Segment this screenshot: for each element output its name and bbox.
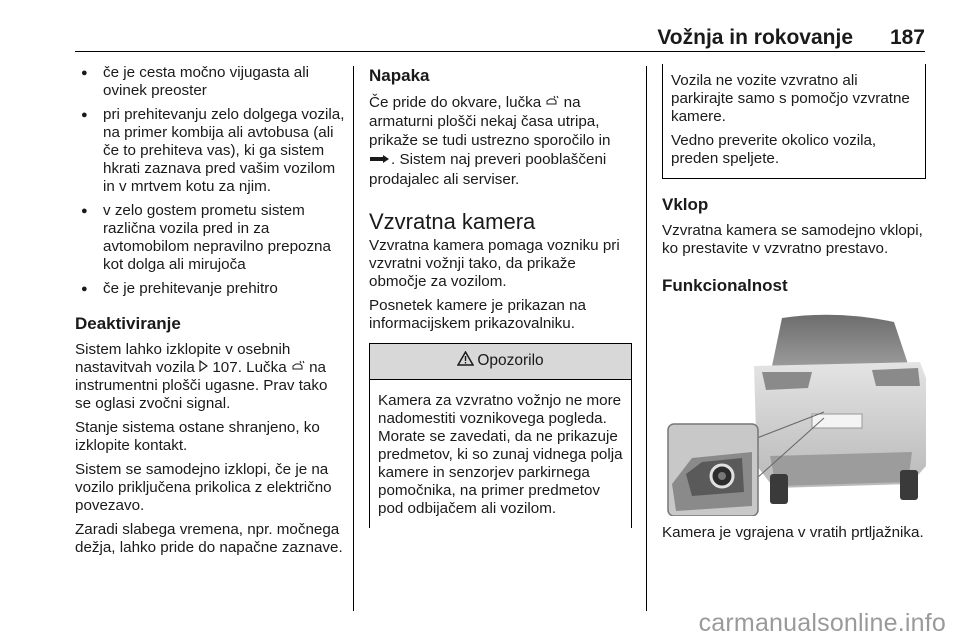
bullet-item: ● če je prehitevanje prehitro (75, 280, 345, 298)
warning-box (369, 343, 632, 528)
warning-text: Vozila ne vozite vzvratno ali parkirajte samo s pomočjo vzvratne kamere. (671, 72, 910, 125)
paragraph: Sistem se samodejno izklopi, če je na vozilo priključena prikolica z električno povezavo. (75, 461, 332, 515)
service-wrench-icon (369, 151, 391, 170)
column-middle (369, 64, 632, 528)
paragraph: Zaradi slabega vremena, npr. močnega dežja, lahko pride do napačne zaznave. (75, 521, 343, 557)
watermark: carmanualsonline.info (698, 609, 946, 637)
warning-body (370, 380, 631, 528)
section-title: Vožnja in rokovanje (657, 26, 853, 49)
illustration-caption: Kamera je vgrajena v vratih prtljažnika. (662, 524, 924, 541)
warning-header (370, 344, 631, 380)
vklop-heading: Vklop (662, 195, 709, 214)
bullet-item: ● če je cesta močno vijugasta ali ovinek preoster (75, 64, 345, 100)
vklop-paragraph: Vzvratna kamera se samodejno vklopi, ko prestavite v vzvratno prestavo. (662, 222, 923, 257)
fault-heading: Napaka (369, 66, 430, 85)
page-number: 187 (889, 26, 925, 49)
rear-camera-illustration (662, 306, 926, 516)
fault-paragraph: Če pride do okvare, lučka na armaturni plošči nekaj časa utripa, prikaže se tudi ustrezno sporočilo in . Sistem naj preveri pooblaščeni prodajalec ali serviser. (369, 94, 611, 188)
deactivate-heading: Deaktiviranje (75, 314, 181, 333)
warning-box-continued (662, 64, 926, 179)
warning-text: Kamera za vzvratno vožnjo ne more nadomestiti voznikovega pogleda. Morate se zavedati, da ne prikazuje predmetov, ki so zunaj vidnega polja kamere in senzorjev parkirnega pomočnika, na primer predmetov pod odbijačem ali vozilom. (378, 391, 623, 517)
warning-text: Vedno preverite okolico vozila, preden speljete. (671, 132, 877, 167)
side-blind-spot-warning-icon (291, 359, 305, 377)
camera-paragraph: Vzvratna kamera pomaga vozniku pri vzvratni vožnji tako, da prikaže območje za vozilom. (369, 236, 620, 290)
warning-title: Opozorilo (477, 352, 544, 370)
page-header (75, 26, 925, 52)
column-left (75, 64, 345, 557)
page-reference-link[interactable]: 107 (212, 359, 238, 377)
warning-triangle-icon (457, 351, 474, 371)
column-divider-1 (353, 66, 354, 611)
camera-paragraph: Posnetek kamere je prikazan na informacijskem prikazovalniku. (369, 296, 586, 332)
column-right (662, 64, 926, 542)
functionality-heading: Funkcionalnost (662, 276, 788, 295)
bullet-item: ● v zelo gostem prometu sistem različna vozila pred in za avtomobilom nepravilno prepozna kot dolga ali mirujoča (75, 202, 345, 274)
paragraph: Stanje sistema ostane shranjeno, ko izklopite kontakt. (75, 419, 320, 455)
bullet-item: ● pri prehitevanju zelo dolgega vozila, na primer kombija ali avtobusa (ali če to prehiteva vas), ki ga sistem hkrati zaznava pred vašim vozilom in v mrtvem kotu za njim. (75, 106, 345, 196)
deactivate-paragraph: Sistem lahko izklopite v osebnih nastavitvah vozila 107. Lučka na instrumentni plošči ugasne. Prav tako se oglasi zvočni signal. (75, 341, 328, 413)
page-reference-arrow-icon (199, 359, 208, 377)
column-divider-2 (646, 66, 647, 611)
side-blind-spot-warning-icon (545, 93, 559, 112)
camera-heading: Vzvratna kamera (369, 208, 536, 234)
